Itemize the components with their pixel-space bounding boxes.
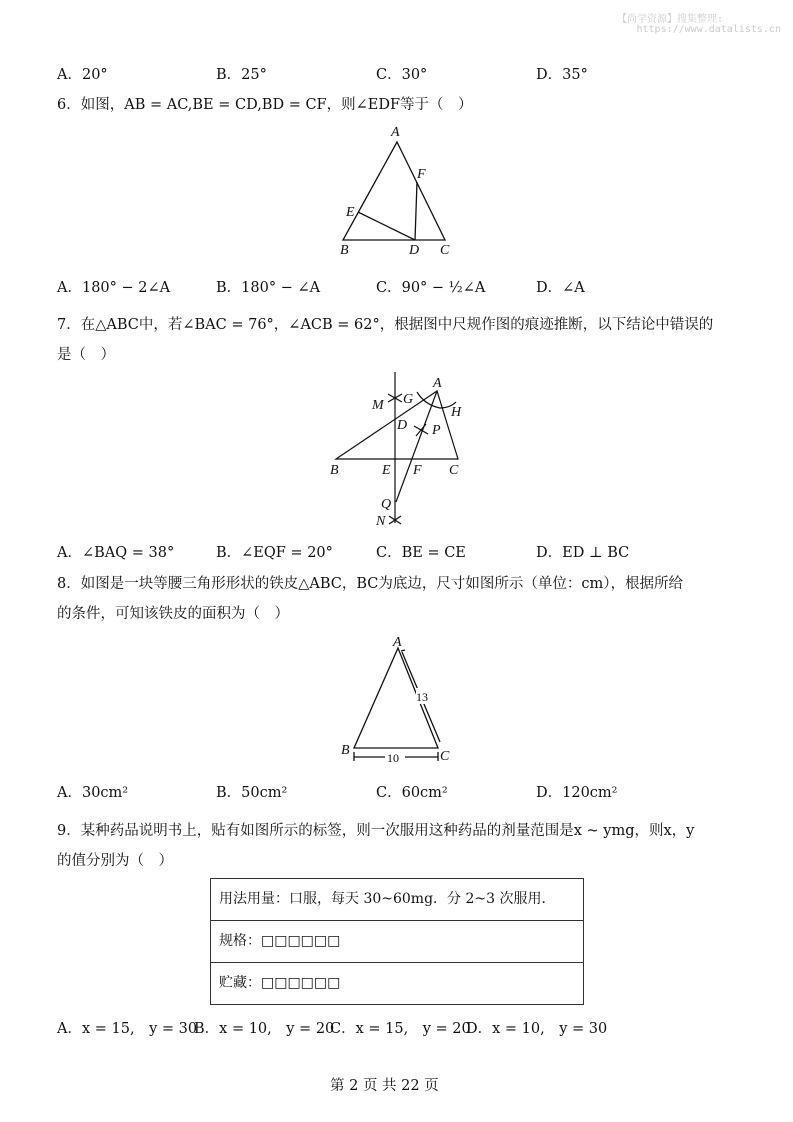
q9-option-b: B．x = 10, y = 20 [194,1021,335,1037]
q8-label-c: C [440,749,450,764]
watermark-line2: https://www.datalists.cn [636,24,781,35]
q7-label-c: C [449,463,459,478]
q7-label-b: B [330,463,339,478]
q6-label-a: A [391,125,400,140]
q7-label-m: M [372,398,384,413]
q5-option-a: A．20° [57,67,108,83]
q7-stem-line1: 7．在△ABC中，若∠BAC = 76°，∠ACB = 62°，根据图中尺规作图的痕迹推断，以下结论中错误的 [57,317,714,333]
q7-label-e: E [382,463,391,478]
q6-option-d: D．∠A [536,280,585,296]
q8-figure [354,648,440,761]
q7-label-h: H [451,405,462,420]
q6-stem: 6．如图，AB = AC,BE = CD,BD = CF，则∠EDF等于（ ） [57,97,473,113]
q6-option-b: B．180° − ∠A [216,280,321,296]
q5-option-c: C．30° [376,67,428,83]
q9-option-a: A．x = 15, y = 30 [57,1021,198,1037]
q7-label-n: N [376,514,386,529]
q8-option-d: D．120cm² [536,785,618,801]
q8-option-a: A．30cm² [57,785,129,801]
q9-stem-line1: 9．某种药品说明书上，贴有如图所示的标签，则一次服用这种药品的剂量范围是x ~ ymg，则x，y [57,823,695,839]
q6-option-a: A．180° − 2∠A [57,280,171,296]
q7-label-f: F [413,463,422,478]
q8-side-length: 13 [416,690,428,704]
q7-label-d: D [397,418,408,433]
q6-label-e: E [346,205,355,220]
q9-option-c: C．x = 15, y = 20 [330,1021,471,1037]
q7-option-a: A．∠BAQ = 38° [57,545,175,561]
q9-option-d: D．x = 10, y = 30 [466,1021,608,1037]
q6-option-c: C．90° − ½∠A [376,280,486,296]
q7-stem-line2: 是（ ） [57,347,115,363]
watermark-line1: 【尚学资源】搜集整理: [616,14,723,25]
q7-label-g: G [403,392,414,407]
q7-option-b: B．∠EQF = 20° [216,545,333,561]
medicine-label-table [210,878,584,1005]
q7-label-a: A [433,376,442,391]
q8-option-c: C．60cm² [376,785,448,801]
q7-option-d: D．ED ⊥ BC [536,545,630,561]
q7-figure [336,372,458,524]
table-row-storage: 贮藏：□□□□□□ [219,975,341,991]
q5-option-b: B．25° [216,67,267,83]
q6-label-f: F [417,167,426,182]
q8-stem-line2: 的条件，可知该铁皮的面积为（ ） [57,606,289,622]
q6-label-b: B [340,243,349,258]
q6-figure [343,142,445,240]
q8-base-length: 10 [387,751,399,765]
q7-label-p: P [432,423,441,438]
q6-label-d: D [409,243,420,258]
table-row-dosage: 用法用量：口服，每天 30~60mg．分 2~3 次服用． [211,879,583,921]
q9-stem-line2: 的值分别为（ ） [57,853,173,869]
q8-option-b: B．50cm² [216,785,288,801]
q7-label-q: Q [381,497,392,512]
table-row-spec: 规格：□□□□□□ [211,921,583,963]
q5-option-d: D．35° [536,67,588,83]
q6-label-c: C [440,243,450,258]
q8-label-a: A [393,635,402,650]
q8-stem-line1: 8．如图是一块等腰三角形形状的铁皮△ABC，BC为底边，尺寸如图所示（单位：cm），根据所给 [57,576,684,592]
page-footer: 第 2 页 共 22 页 [330,1078,439,1094]
q7-option-c: C．BE = CE [376,545,466,561]
q8-label-b: B [341,743,350,758]
